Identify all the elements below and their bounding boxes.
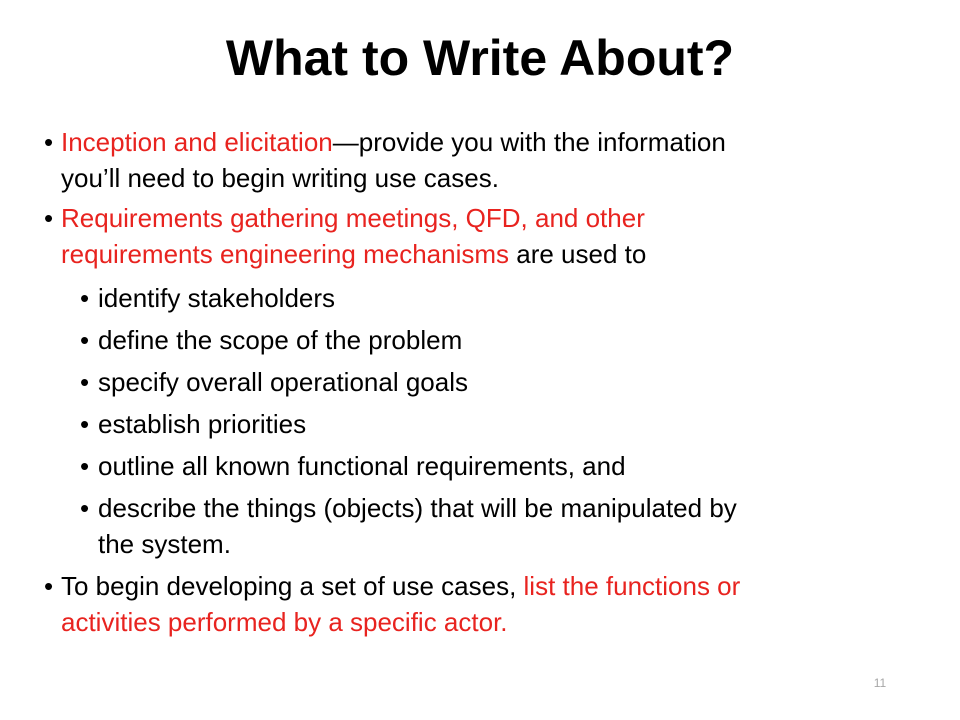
bullet-1-line-1 bbox=[61, 124, 726, 160]
bullet-marker: • bbox=[44, 571, 54, 601]
sub-bullet-marker: • bbox=[80, 409, 90, 439]
bullet-1-text: —provide you with the information bbox=[332, 127, 726, 157]
bullet-2-text: are used to bbox=[509, 239, 647, 269]
sub-bullet-6-line-1: describe the things (objects) that will be manipulated by bbox=[98, 493, 737, 523]
sub-bullet-3: specify overall operational goals bbox=[98, 367, 468, 397]
sub-bullet-marker: • bbox=[80, 367, 90, 397]
bullet-marker: • bbox=[44, 127, 54, 157]
bullet-3-line-1 bbox=[61, 568, 740, 604]
bullet-marker: • bbox=[44, 203, 54, 233]
bullet-2-line-2 bbox=[61, 236, 646, 272]
sub-bullet-4: establish priorities bbox=[98, 409, 307, 439]
bullet-3-highlight: list the functions or bbox=[523, 571, 741, 601]
sub-bullet-5: outline all known functional requirements, and bbox=[98, 451, 626, 481]
sub-bullet-marker: • bbox=[80, 493, 90, 523]
sub-bullet-marker: • bbox=[80, 451, 90, 481]
sub-bullet-marker: • bbox=[80, 283, 90, 313]
bullet-2-highlight: requirements engineering mechanisms bbox=[61, 239, 510, 269]
sub-bullet-2: define the scope of the problem bbox=[98, 325, 463, 355]
sub-bullet-1: identify stakeholders bbox=[98, 283, 336, 313]
slide-title: What to Write About? bbox=[225, 30, 735, 86]
bullet-3-line-2: activities performed by a specific actor. bbox=[61, 607, 508, 637]
sub-bullet-6-line-2: the system. bbox=[98, 529, 231, 559]
bullet-3-text: To begin developing a set of use cases, bbox=[61, 571, 524, 601]
bullet-1-highlight: Inception and elicitation bbox=[61, 127, 333, 157]
bullet-2-line-1: Requirements gathering meetings, QFD, and other bbox=[61, 203, 645, 233]
bullet-1-line-2: you’ll need to begin writing use cases. bbox=[61, 163, 499, 193]
sub-bullet-marker: • bbox=[80, 325, 90, 355]
page-number: 11 bbox=[873, 676, 887, 690]
